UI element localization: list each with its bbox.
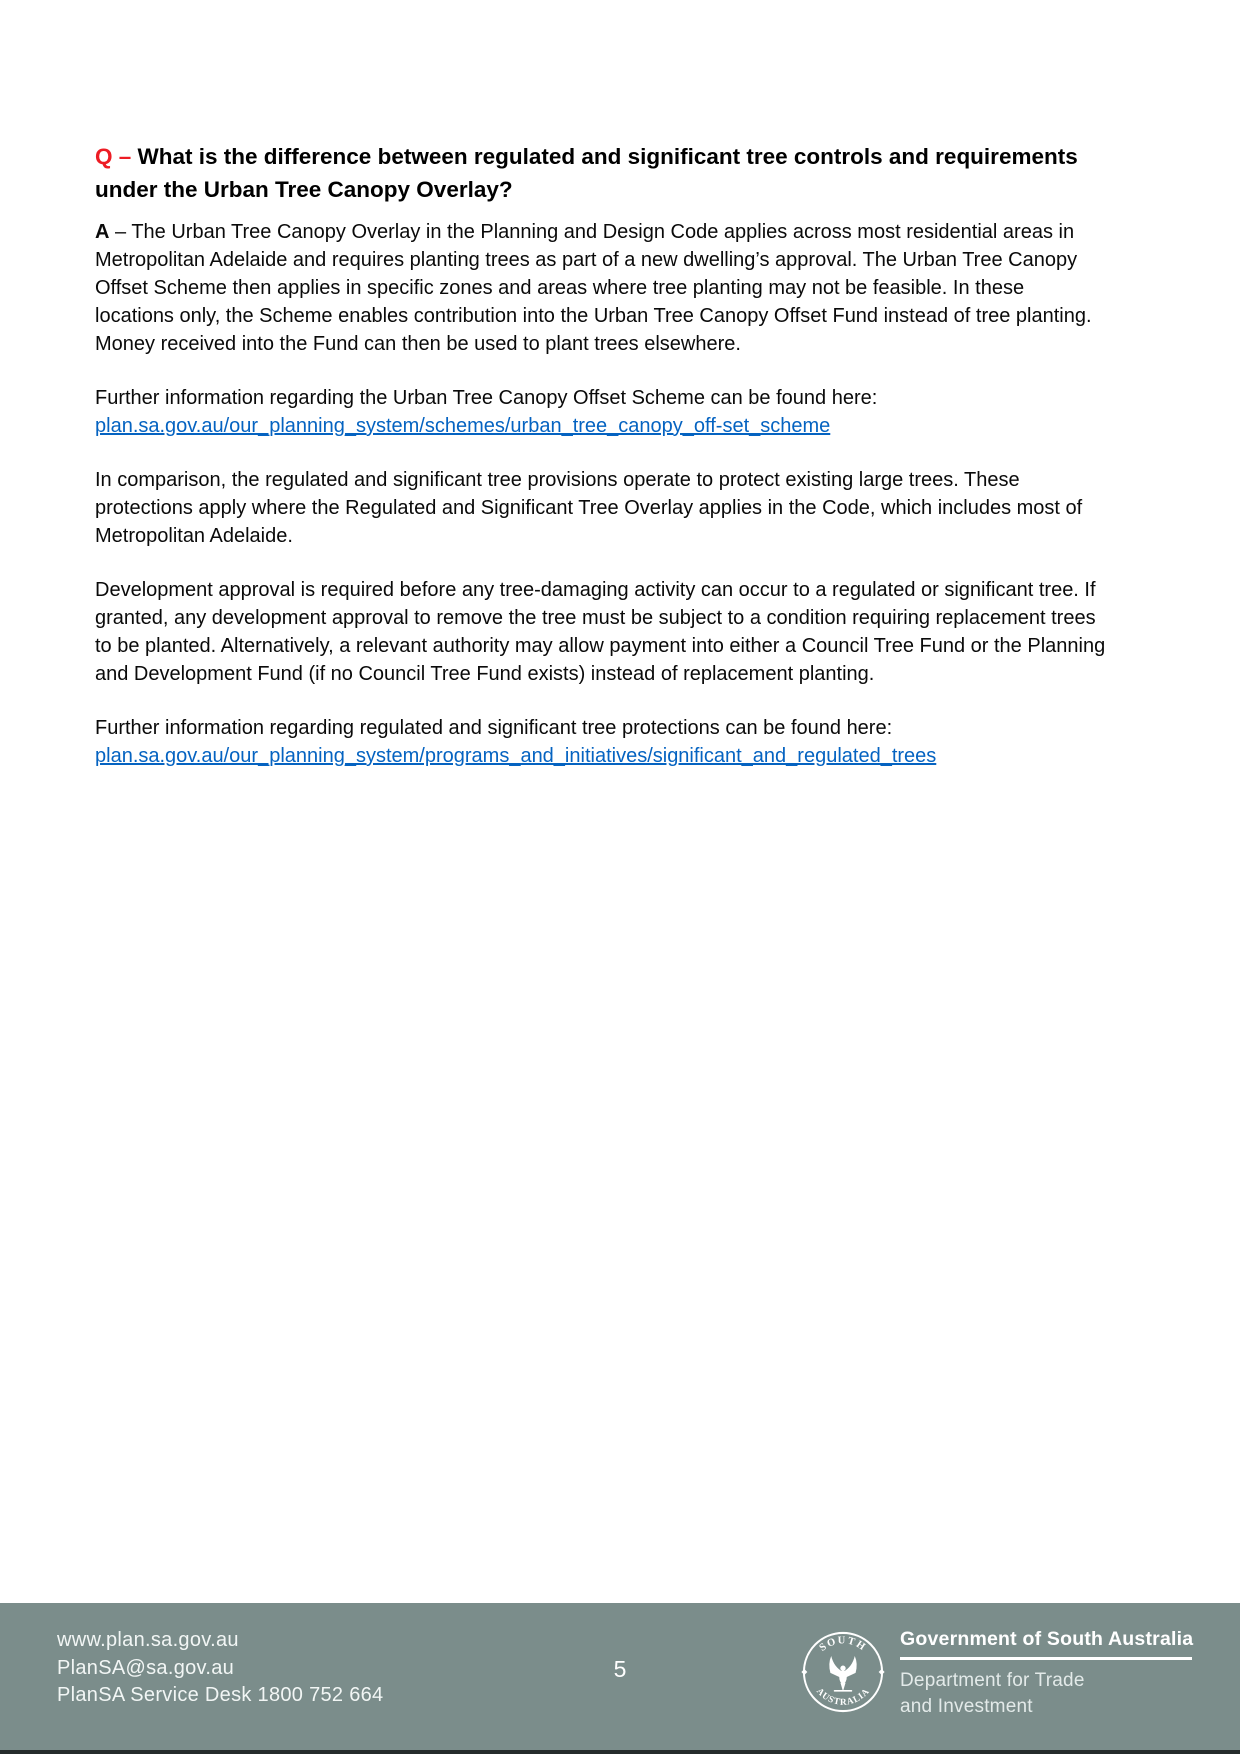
regulated-trees-link[interactable]: plan.sa.gov.au/our_planning_system/programs_and_initiatives/significant_and_regulated_trees — [95, 745, 937, 767]
regulated-trees-info-text: Further information regarding regulated and significant tree protections can be found here: — [95, 717, 893, 739]
department-line-1: Department for Trade — [900, 1670, 1085, 1691]
piping-shrike-icon — [829, 1656, 856, 1692]
footer-email[interactable]: PlanSA@sa.gov.au — [57, 1656, 235, 1679]
comparison-paragraph: In comparison, the regulated and significant tree provisions operate to protect existing large trees. These protections apply where the Regulated and Significant Tree Overlay applies in the Code, which includes most of Metropolitan Adelaide. — [95, 469, 1083, 547]
answer-prefix: A — [95, 221, 110, 243]
document-body — [95, 140, 1107, 796]
footer-service-desk: PlanSA Service Desk 1800 752 664 — [57, 1684, 384, 1706]
south-australia-seal-icon — [801, 1630, 885, 1714]
question-prefix: Q – — [95, 144, 132, 169]
department-name — [900, 1668, 1200, 1720]
footer-website[interactable]: www.plan.sa.gov.au — [57, 1629, 239, 1651]
regulated-trees-info-paragraph — [95, 714, 1107, 770]
question-heading — [95, 140, 1107, 206]
government-divider — [900, 1657, 1192, 1660]
government-title: Government of South Australia — [900, 1628, 1194, 1650]
seal-bottom-text: AUSTRALIA — [814, 1685, 872, 1707]
answer-paragraph-1 — [95, 218, 1107, 358]
question-text: What is the difference between regulated and significant tree controls and requirements under the Urban Tree Canopy Overlay? — [95, 144, 1078, 202]
page-footer — [0, 1603, 1240, 1754]
footer-bottom-edge — [0, 1750, 1240, 1754]
development-approval-paragraph: Development approval is required before any tree-damaging activity can occur to a regulated or significant tree. If granted, any development approval to remove the tree must be subject to a condition requiring replacement trees to be planted. Alternatively, a relevant authority may allow payment into either a Council Tree Fund or the Planning and Development Fund (if no Council Tree Fund exists) instead of replacement planting. — [95, 579, 1106, 685]
offset-scheme-link[interactable]: plan.sa.gov.au/our_planning_system/schemes/urban_tree_canopy_off-set_scheme — [95, 415, 831, 437]
answer-paragraph-1-text: – The Urban Tree Canopy Overlay in the Planning and Design Code applies across most residential areas in Metropolitan Adelaide and requires planting trees as part of a new dwelling’s approval. The Urban Tree Canopy Offset Scheme then applies in specific zones and areas where tree planting may not be feasible. In these locations only, the Scheme enables contribution into the Urban Tree Canopy Offset Fund instead of tree planting. Money received into the Fund can then be used to plant trees elsewhere. — [95, 221, 1092, 355]
page-number: 5 — [613, 1656, 627, 1682]
seal-top-text: SOUTH — [817, 1635, 869, 1654]
offset-scheme-info-paragraph — [95, 384, 1107, 440]
government-branding-block — [900, 1627, 1200, 1720]
offset-scheme-info-text: Further information regarding the Urban Tree Canopy Offset Scheme can be found here: — [95, 387, 878, 409]
department-line-2: and Investment — [900, 1696, 1033, 1717]
